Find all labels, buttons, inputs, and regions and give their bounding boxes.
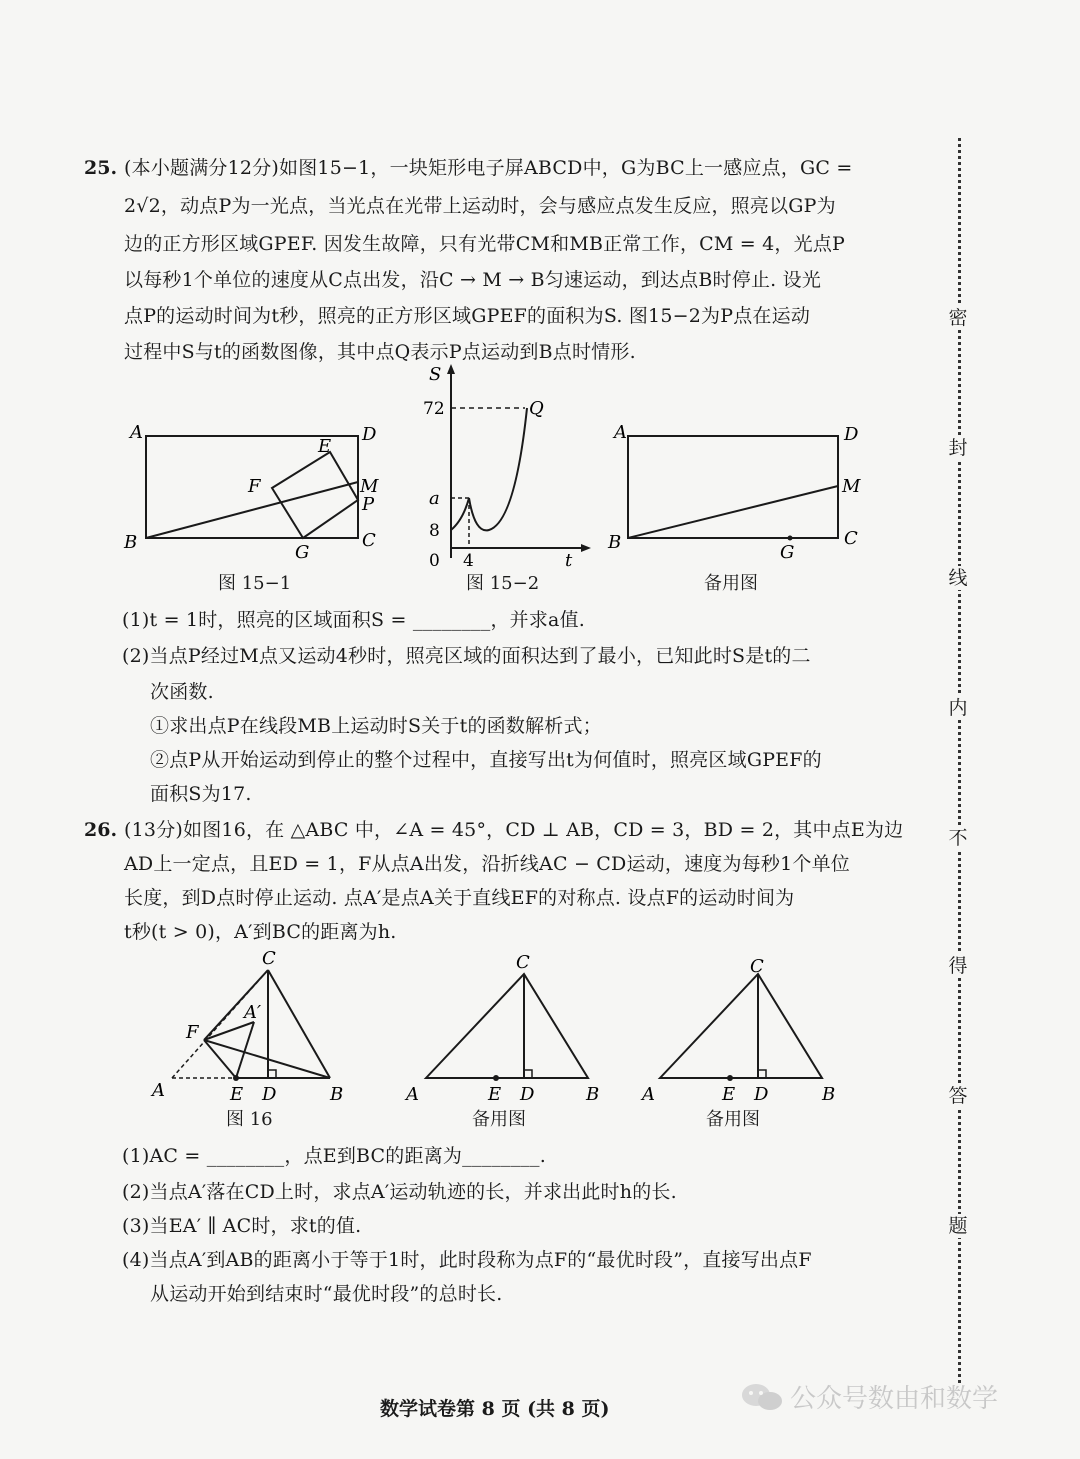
label-C: C — [362, 530, 376, 551]
label-D: D — [754, 1084, 769, 1105]
label-P: P — [362, 494, 375, 515]
label-A-prime: A′ — [244, 1002, 262, 1023]
q25-line: 点P的运动时间为t秒，照亮的正方形区域GPEF的面积为S. 图15−2为P点在运动 — [124, 305, 811, 327]
label-F: F — [248, 476, 261, 497]
q26-part: (3)当EA′ ∥ AC时，求t的值. — [122, 1215, 362, 1237]
seal-char: 答 — [946, 1084, 970, 1108]
label-D: D — [262, 1084, 277, 1105]
label-A: A — [152, 1080, 165, 1101]
q25-part: (2)当点P经过M点又运动4秒时，照亮区域的面积达到了最小，已知此时S是t的二 — [122, 645, 811, 667]
label-M: M — [842, 476, 861, 497]
page-footer: 数学试卷第 8 页 (共 8 页) — [380, 1398, 610, 1420]
label-B: B — [822, 1084, 836, 1105]
label-A: A — [642, 1084, 655, 1105]
label-E: E — [488, 1084, 502, 1105]
label-a: a — [429, 488, 440, 509]
label-E: E — [318, 436, 332, 457]
seal-char: 封 — [946, 436, 970, 460]
seal-char: 内 — [946, 696, 970, 720]
label-B: B — [330, 1084, 344, 1105]
label-M: M — [360, 476, 379, 497]
wechat-icon — [740, 1382, 784, 1412]
q26-part: 从运动开始到结束时“最优时段”的总时长. — [150, 1283, 503, 1305]
seal-char: 不 — [946, 826, 970, 850]
seal-char: 得 — [946, 954, 970, 978]
label-D: D — [362, 424, 377, 445]
label-D: D — [520, 1084, 535, 1105]
label-E: E — [722, 1084, 736, 1105]
q25-part: 次函数. — [150, 681, 214, 703]
label-C: C — [844, 528, 858, 549]
q26-part: (2)当点A′落在CD上时，求点A′运动轨迹的长，并求出此时h的长. — [122, 1181, 677, 1203]
seal-char: 密 — [946, 306, 970, 330]
q25-part: ②点P从开始运动到停止的整个过程中，直接写出t为何值时，照亮区域GPEF的 — [150, 749, 822, 771]
figure-16-spare-2 — [632, 948, 852, 1108]
q25-part: ①求出点P在线段MB上运动时S关于t的函数解析式； — [150, 715, 602, 737]
label-B: B — [124, 532, 138, 553]
figure-15-spare — [600, 410, 870, 570]
label-0: 0 — [429, 551, 440, 571]
figure-16-spare-1 — [398, 948, 618, 1108]
q26-line: 长度，到D点时停止运动. 点A′是点A关于直线EF的对称点. 设点F的运动时间为 — [124, 887, 795, 909]
q26-line: AD上一定点，且ED = 1，F从点A出发，沿折线AC − CD运动，速度为每秒1个单位 — [124, 853, 850, 875]
label-F: F — [186, 1022, 199, 1043]
label-C: C — [262, 948, 276, 969]
q25-line: 2√2，动点P为一光点，当光点在光带上运动时，会与感应点发生反应，照亮以GP为 — [124, 195, 836, 217]
q25-part: 面积S为17. — [150, 783, 252, 805]
figure-16-spare-2-caption: 备用图 — [706, 1109, 760, 1130]
figure-15-1-caption: 图 15−1 — [218, 573, 292, 594]
label-G: G — [295, 542, 310, 563]
q25-line: 边的正方形区域GPEF. 因发生故障，只有光带CM和MB正常工作，CM = 4，光点P — [124, 233, 846, 255]
label-A: A — [614, 422, 627, 443]
label-72: 72 — [423, 399, 445, 419]
label-D: D — [844, 424, 859, 445]
q26-part: (1)AC = ________，点E到BC的距离为________. — [122, 1145, 546, 1167]
seal-char: 线 — [946, 566, 970, 590]
q26-line: (13分)如图16，在 △ABC 中，∠A = 45°，CD ⊥ AB，CD = 3，BD = 2，其中点E为边 — [124, 819, 904, 841]
q25-part: (1)t = 1时，照亮的区域面积S = ________，并求a值. — [122, 609, 586, 631]
label-t: t — [565, 550, 573, 571]
figure-15-1 — [120, 410, 390, 570]
q26-part: (4)当点A′到AB的距离小于等于1时，此时段称为点F的“最优时段”，直接写出点F — [122, 1249, 812, 1271]
q25-line: 以每秒1个单位的速度从C点出发，沿C → M → B匀速运动，到达点B时停止. 设光 — [124, 269, 822, 291]
figure-16-caption: 图 16 — [226, 1109, 273, 1130]
q26-number: 26. — [84, 819, 118, 841]
label-Q: Q — [529, 398, 544, 419]
figure-15-2-caption: 图 15−2 — [466, 573, 540, 594]
label-G: G — [780, 542, 795, 563]
label-E: E — [230, 1084, 244, 1105]
figure-16-spare-1-caption: 备用图 — [472, 1109, 526, 1130]
q25-line: (本小题满分12分)如图15−1，一块矩形电子屏ABCD中，G为BC上一感应点，GC = — [124, 157, 853, 179]
label-B: B — [586, 1084, 600, 1105]
q25-number: 25. — [84, 157, 118, 179]
label-A: A — [130, 422, 143, 443]
watermark: 公众号数由和数学 — [790, 1384, 999, 1414]
label-4: 4 — [463, 551, 474, 571]
label-B: B — [608, 532, 622, 553]
q26-line: t秒(t > 0)，A′到BC的距离为h. — [124, 921, 397, 943]
figure-16 — [148, 948, 358, 1108]
label-C: C — [750, 956, 764, 977]
figure-15-2-graph — [415, 362, 595, 572]
label-A: A — [406, 1084, 419, 1105]
label-8: 8 — [429, 521, 440, 541]
label-C: C — [516, 952, 530, 973]
q25-line: 过程中S与t的函数图像，其中点Q表示P点运动到B点时情形. — [124, 341, 636, 363]
seal-char: 题 — [946, 1214, 970, 1238]
figure-15-spare-caption: 备用图 — [704, 573, 758, 594]
label-S: S — [429, 364, 442, 385]
